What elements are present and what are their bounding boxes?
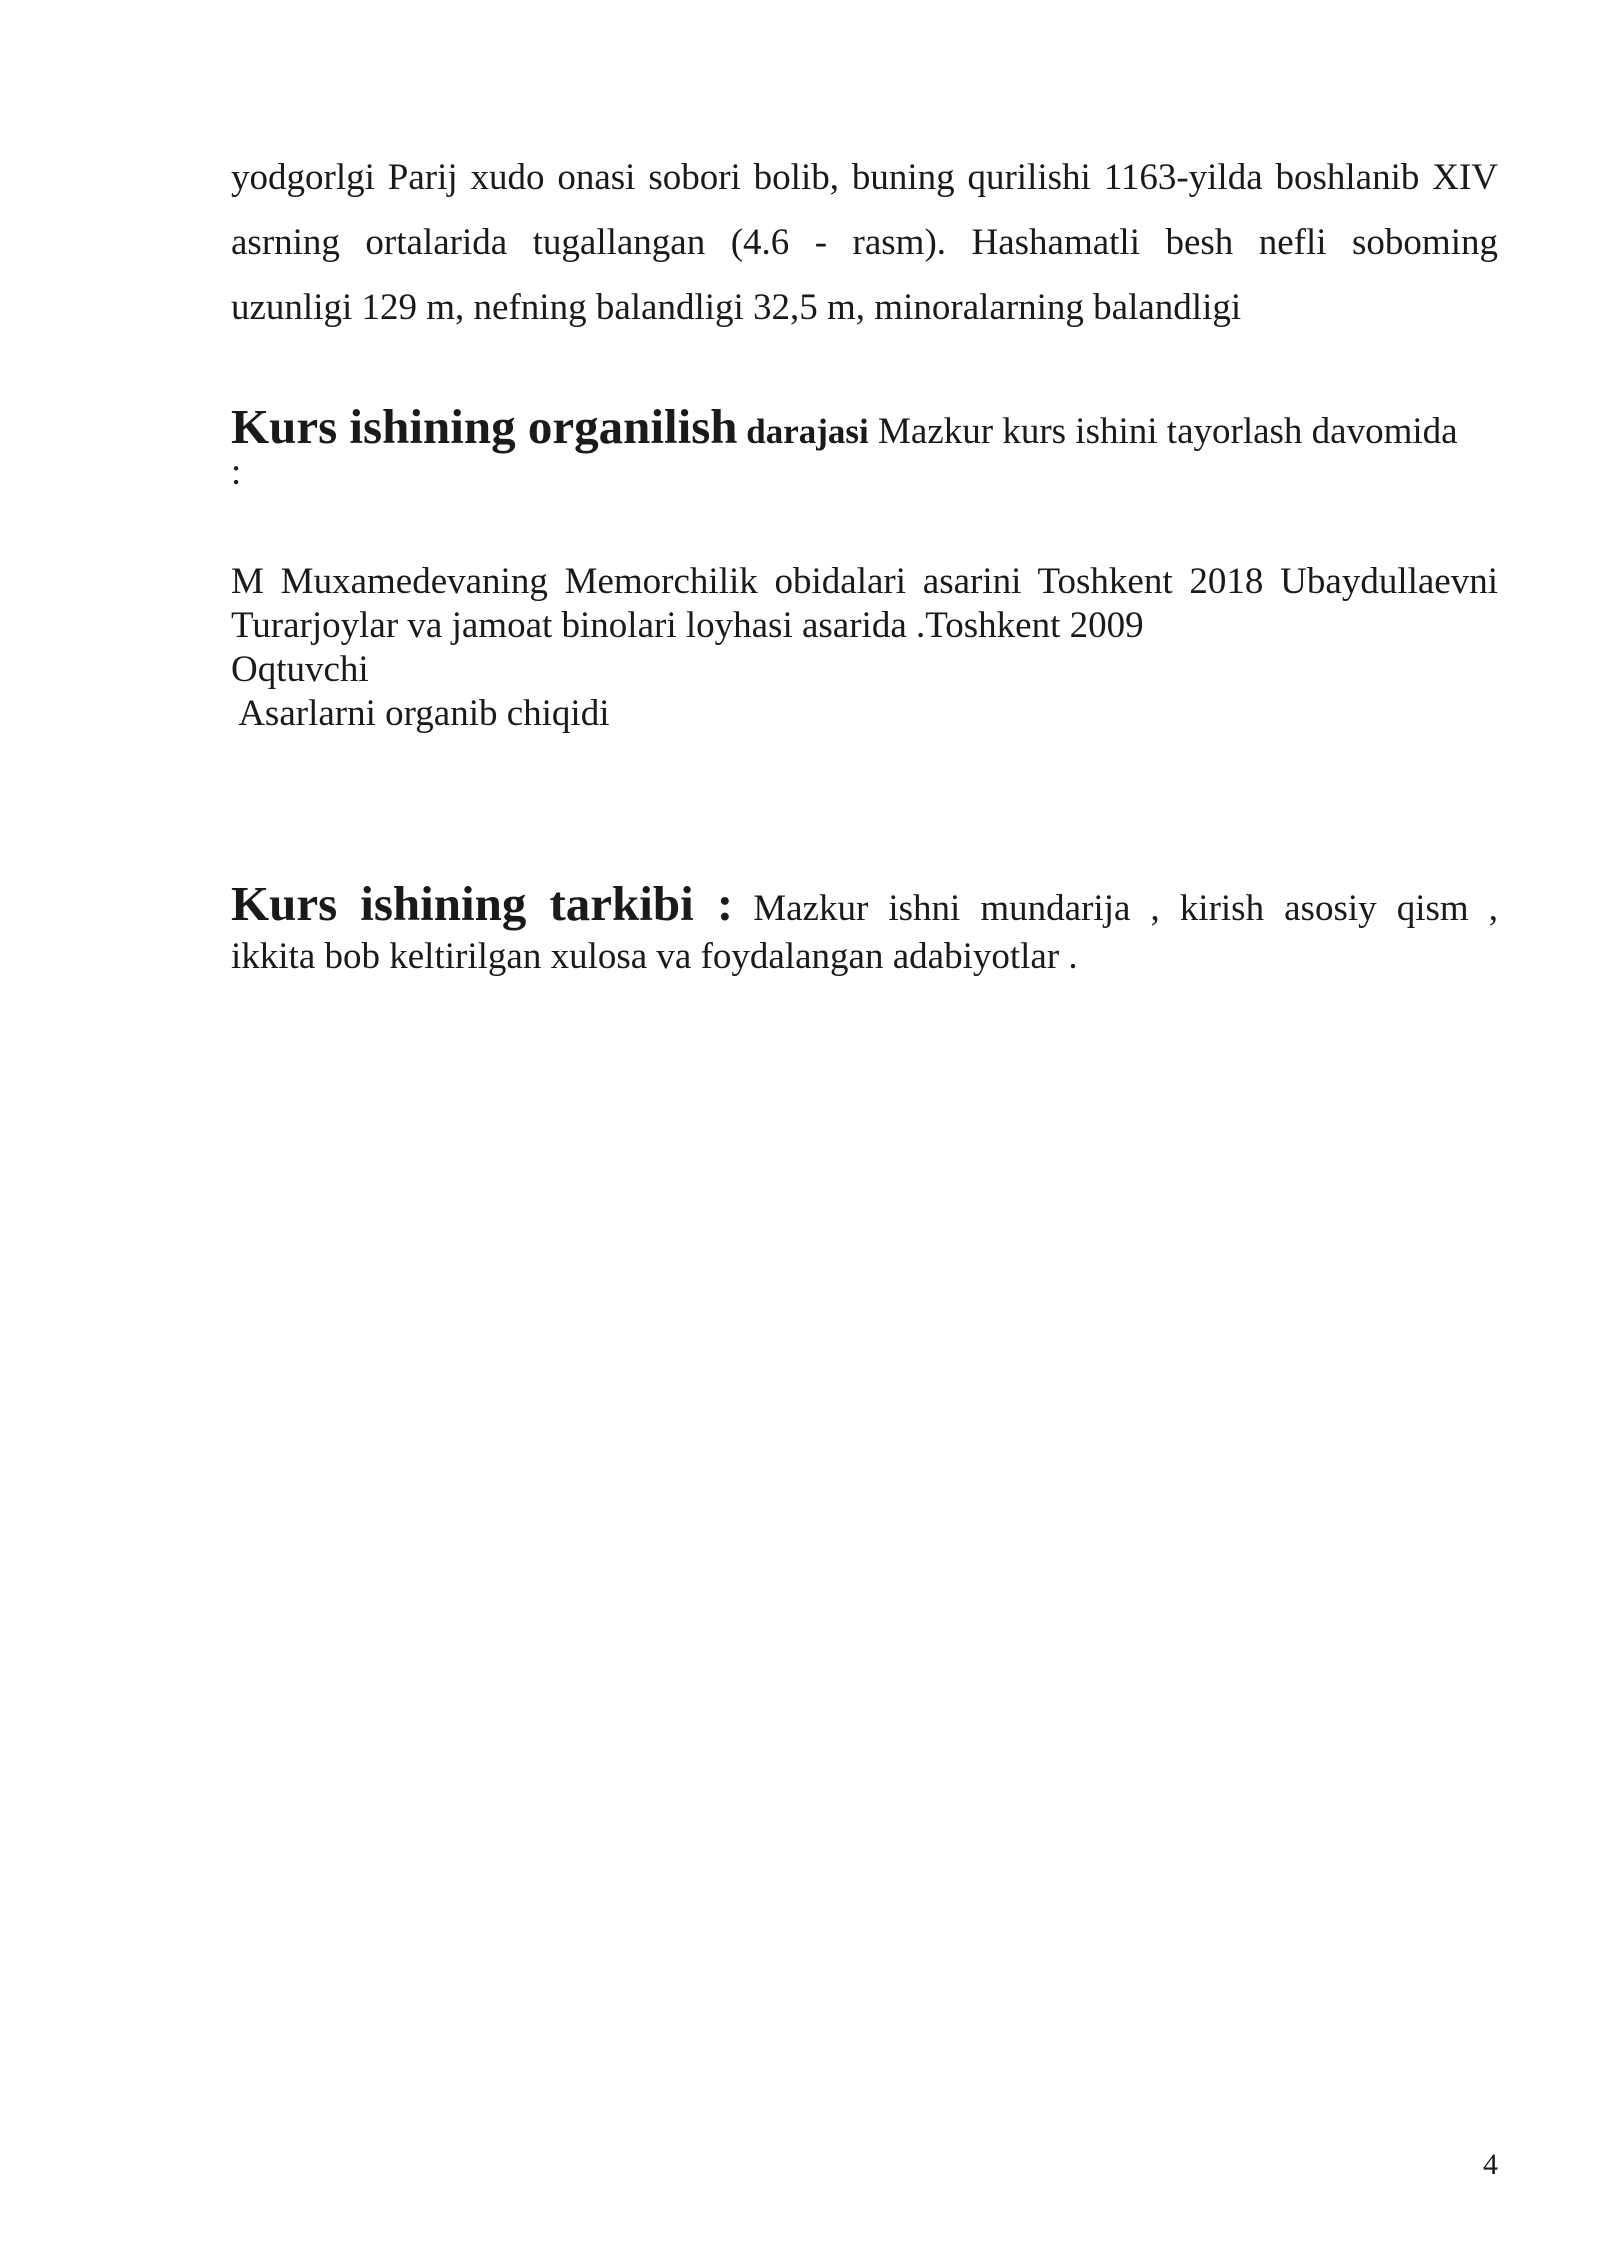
source-line: Asarlarni organib chiqidi — [231, 693, 610, 734]
structure-first-line — [231, 876, 1498, 933]
source-line: M Muxamedevaning Memorchilik obidalari asarini Toshkent 2018 Ubaydullaevni — [231, 561, 1498, 602]
structure-section — [231, 876, 1498, 981]
source-line: Turarjoylar va jamoat binolari loyhasi asarida .Toshkent 2009 — [231, 605, 1144, 646]
section-heading: Kurs ishining tarkibi : — [231, 876, 734, 931]
intro-paragraph — [231, 145, 1498, 340]
section-colon: : — [231, 452, 242, 493]
section-heading-suffix: darajasi — [737, 412, 869, 451]
source-line: Oqtuvchi — [231, 649, 369, 690]
section-text-line: ikkita bob keltirilgan xulosa va foydalangan adabiyotlar . — [231, 936, 1078, 977]
research-level-section — [231, 399, 1498, 493]
section-text: Mazkur kurs ishini tayorlash davomida — [868, 411, 1458, 452]
page-number: 4 — [1483, 2148, 1498, 2181]
sources-paragraph — [231, 560, 1498, 736]
paragraph-line: uzunligi 129 m, nefning balandligi 32,5 m, minoralarning balandligi — [231, 287, 1242, 328]
section-text: Mazkur ishni mundarija , kirish asosiy qism , — [733, 888, 1498, 929]
paragraph-line: yodgorlgi Parij xudo onasi sobori bolib, buning qurilishi 1163-yilda boshlanib XIV — [231, 157, 1498, 198]
paragraph-line: asrning ortalarida tugallangan (4.6 - rasm). Hashamatli besh nefli soboming — [231, 222, 1498, 263]
section-heading: Kurs ishining organilish — [231, 399, 738, 454]
